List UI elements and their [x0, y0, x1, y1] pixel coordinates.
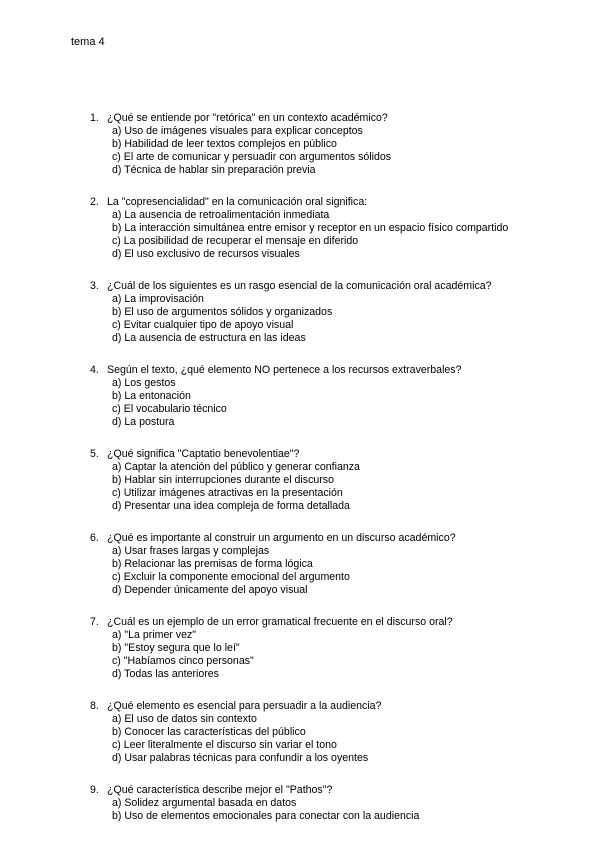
answer-options — [107, 293, 600, 345]
answer-option: a) Usar frases largas y complejas — [112, 545, 270, 557]
answer-option: c) Leer literalmente el discurso sin variar el tono — [112, 739, 337, 751]
answer-options — [107, 797, 600, 823]
question-item — [0, 784, 600, 823]
question-item — [0, 196, 600, 261]
answer-options — [107, 545, 600, 597]
answer-option: b) La entonación — [112, 390, 191, 402]
question-text: ¿Qué elemento es esencial para persuadir a la audiencia? — [107, 700, 382, 712]
answer-option: d) Presentar una idea compleja de forma detallada — [112, 500, 350, 512]
question-item — [0, 448, 600, 513]
answer-options — [107, 713, 600, 765]
answer-option: a) El uso de datos sin contexto — [112, 713, 257, 725]
question-text: ¿Cuál de los siguientes es un rasgo esencial de la comunicación oral académica? — [107, 280, 492, 292]
question-item — [0, 112, 600, 177]
question-item — [0, 616, 600, 681]
answer-option: c) El arte de comunicar y persuadir con argumentos sólidos — [112, 151, 392, 163]
answer-option: c) El vocabulario técnico — [112, 403, 227, 415]
answer-option: a) Solidez argumental basada en datos — [112, 797, 297, 809]
answer-option: b) "Estoy segura que lo leí" — [112, 642, 240, 654]
question-text: Según el texto, ¿qué elemento NO pertenece a los recursos extraverbales? — [107, 364, 462, 376]
answer-option: c) La posibilidad de recuperar el mensaje en diferido — [112, 235, 359, 247]
answer-options — [107, 125, 600, 177]
answer-option: d) El uso exclusivo de recursos visuales — [112, 248, 300, 260]
answer-options — [107, 209, 600, 261]
answer-option: b) La interacción simultánea entre emisor y receptor en un espacio físico compartido — [112, 222, 509, 234]
answer-option: d) Usar palabras técnicas para confundir a los oyentes — [112, 752, 369, 764]
question-number: 6. — [90, 532, 99, 544]
answer-option: c) Evitar cualquier tipo de apoyo visual — [112, 319, 294, 331]
answer-option: c) "Habíamos cinco personas" — [112, 655, 254, 667]
question-text: ¿Cuál es un ejemplo de un error gramatical frecuente en el discurso oral? — [107, 616, 453, 628]
answer-option: b) Conocer las características del público — [112, 726, 306, 738]
question-list — [0, 112, 600, 842]
question-number: 1. — [90, 112, 99, 124]
answer-option: d) La ausencia de estructura en las ideas — [112, 332, 306, 344]
question-number: 7. — [90, 616, 99, 628]
question-item — [0, 700, 600, 765]
question-item — [0, 280, 600, 345]
answer-option: d) Depender únicamente del apoyo visual — [112, 584, 308, 596]
answer-option: b) El uso de argumentos sólidos y organizados — [112, 306, 333, 318]
answer-option: d) Todas las anteriores — [112, 668, 219, 680]
answer-option: a) Uso de imágenes visuales para explicar conceptos — [112, 125, 363, 137]
answer-option: a) "La primer vez" — [112, 629, 197, 641]
answer-option: c) Excluir la componente emocional del argumento — [112, 571, 350, 583]
answer-option: d) La postura — [112, 416, 175, 428]
answer-option: a) Captar la atención del público y generar confianza — [112, 461, 360, 473]
question-number: 4. — [90, 364, 99, 376]
answer-options — [107, 461, 600, 513]
answer-options — [107, 629, 600, 681]
question-number: 5. — [90, 448, 99, 460]
answer-option: d) Técnica de hablar sin preparación previa — [112, 164, 316, 176]
answer-option: c) Utilizar imágenes atractivas en la presentación — [112, 487, 343, 499]
document-title: tema 4 — [71, 36, 105, 48]
question-number: 9. — [90, 784, 99, 796]
question-number: 2. — [90, 196, 99, 208]
question-text: ¿Qué característica describe mejor el "Pathos"? — [107, 784, 333, 796]
question-item — [0, 532, 600, 597]
answer-option: a) Los gestos — [112, 377, 176, 389]
question-number: 8. — [90, 700, 99, 712]
answer-option: b) Hablar sin interrupciones durante el discurso — [112, 474, 334, 486]
answer-option: b) Habilidad de leer textos complejos en público — [112, 138, 337, 150]
question-text: ¿Qué se entiende por "retórica" en un contexto académico? — [107, 112, 388, 124]
question-text: La "copresencialidad" en la comunicación oral significa: — [107, 196, 368, 208]
question-number: 3. — [90, 280, 99, 292]
answer-option: a) La improvisación — [112, 293, 204, 305]
answer-option: a) La ausencia de retroalimentación inmediata — [112, 209, 330, 221]
answer-option: b) Uso de elementos emocionales para conectar con la audiencia — [112, 810, 420, 822]
question-text: ¿Qué significa "Captatio benevolentiae"? — [107, 448, 300, 460]
answer-options — [107, 377, 600, 429]
question-text: ¿Qué es importante al construir un argumento en un discurso académico? — [107, 532, 456, 544]
answer-option: b) Relacionar las premisas de forma lógica — [112, 558, 313, 570]
question-item — [0, 364, 600, 429]
